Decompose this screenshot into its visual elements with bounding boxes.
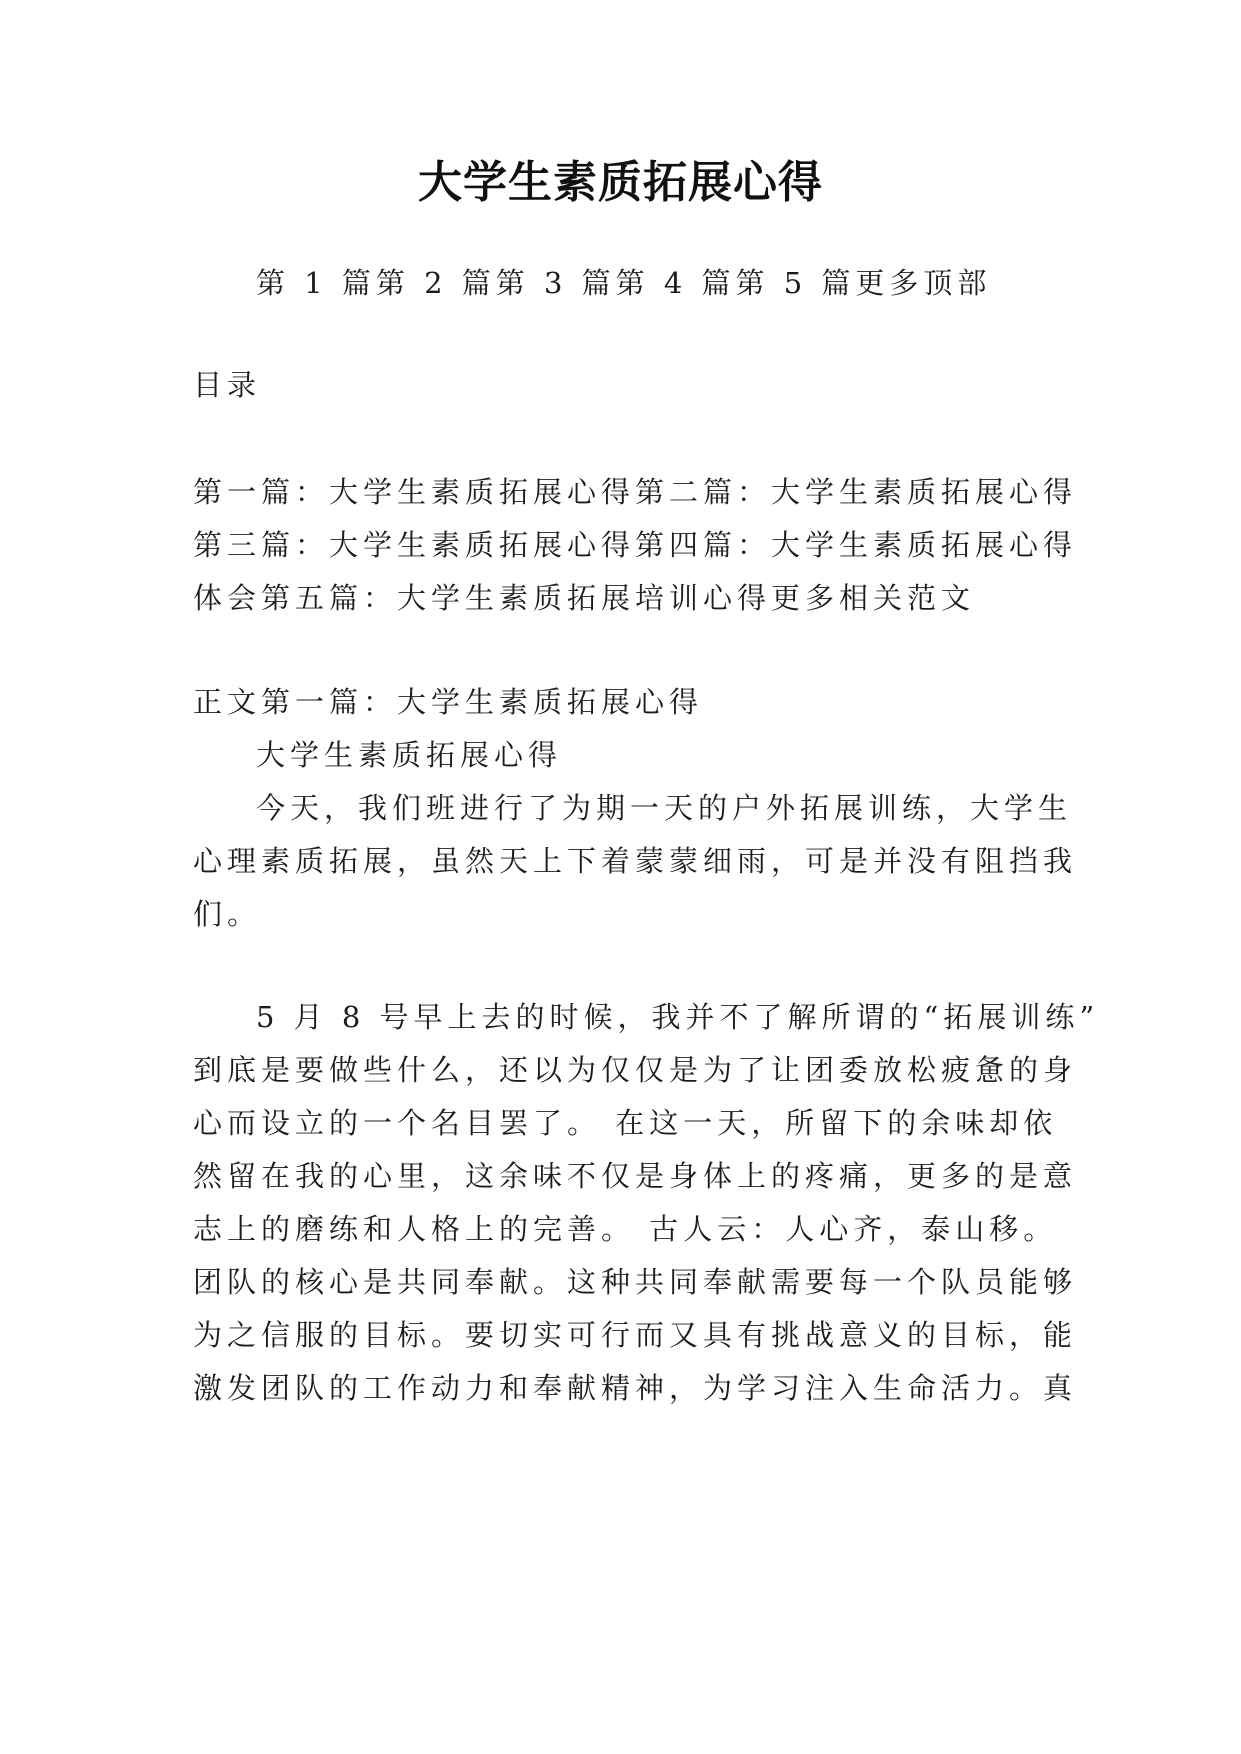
article-title: 大学生素质拓展心得 — [256, 738, 563, 772]
paragraph-line: 心理素质拓展，虽然天上下着蒙蒙细雨，可是并没有阻挡我 — [193, 844, 1078, 878]
paragraph-line: 为之信服的目标。要切实可行而又具有挑战意义的目标，能 — [193, 1318, 1078, 1352]
paragraph-line: 今天，我们班进行了为期一天的户外拓展训练，大学生 — [256, 791, 1073, 825]
toc-line: 第一篇：大学生素质拓展心得第二篇：大学生素质拓展心得 — [193, 475, 1078, 509]
section-nav-line: 第 1 篇第 2 篇第 3 篇第 4 篇第 5 篇更多顶部 — [256, 266, 992, 300]
toc-line: 体会第五篇：大学生素质拓展培训心得更多相关范文 — [193, 581, 976, 615]
paragraph-line: 5 月 8 号早上去的时候，我并不了解所谓的“拓展训练” — [256, 1000, 1100, 1034]
paragraph-line: 团队的核心是共同奉献。这种共同奉献需要每一个队员能够 — [193, 1265, 1078, 1299]
paragraph-line: 志上的磨练和人格上的完善。 古人云：人心齐，泰山移。 — [193, 1212, 1058, 1246]
paragraph-line: 到底是要做些什么，还以为仅仅是为了让团委放松疲惫的身 — [193, 1053, 1078, 1087]
paragraph-line: 心而设立的一个名目罢了。 在这一天，所留下的余味却依 — [193, 1106, 1058, 1140]
page-title: 大学生素质拓展心得 — [418, 157, 823, 208]
body-heading: 正文第一篇：大学生素质拓展心得 — [193, 685, 704, 719]
toc-heading: 目录 — [193, 368, 262, 402]
paragraph-line: 们。 — [193, 897, 262, 931]
toc-line: 第三篇：大学生素质拓展心得第四篇：大学生素质拓展心得 — [193, 528, 1078, 562]
paragraph-line: 激发团队的工作动力和奉献精神，为学习注入生命活力。真 — [193, 1371, 1078, 1405]
paragraph-line: 然留在我的心里，这余味不仅是身体上的疼痛，更多的是意 — [193, 1159, 1078, 1193]
